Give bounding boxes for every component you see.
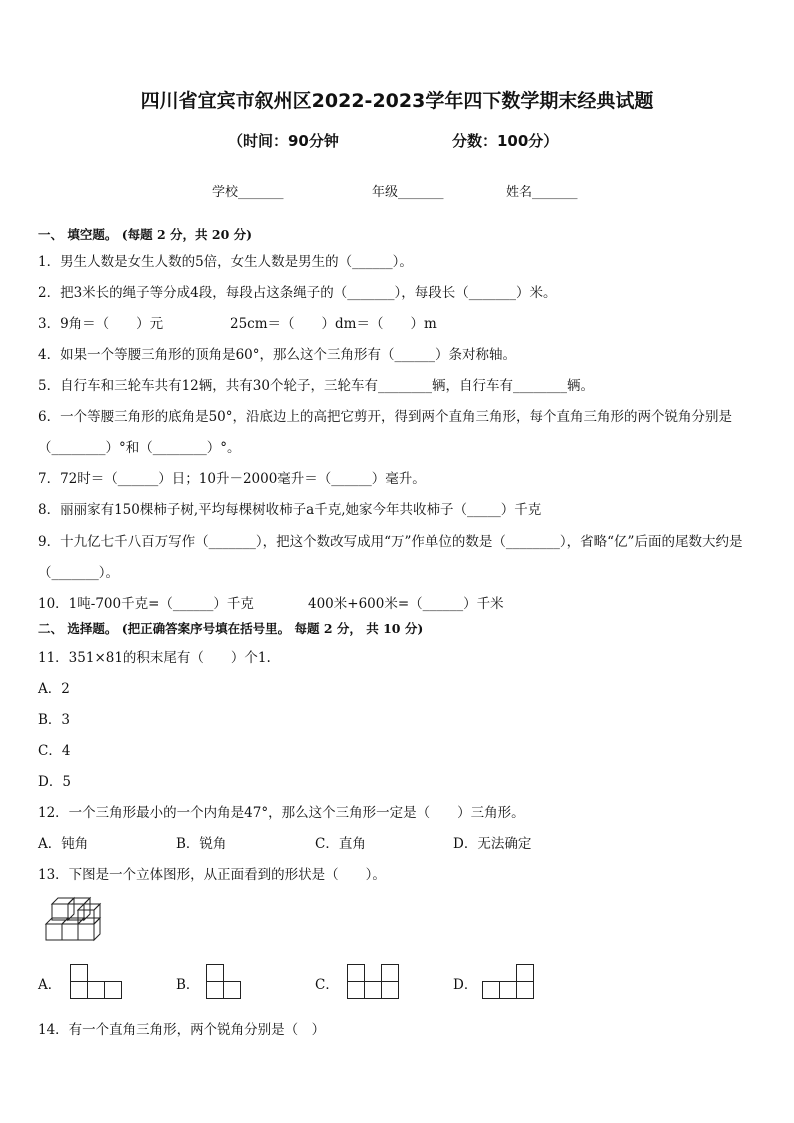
- question-9b: （_______）。: [38, 565, 119, 581]
- question-2: 2．把3米长的绳子等分成4段，每段占这条绳子的（_______），每段长（_______）米。: [38, 285, 557, 301]
- question-10b: 400米+600米=（______）千米: [308, 596, 504, 612]
- q11-option-b: B．3: [38, 712, 71, 728]
- q11-option-c: C．4: [38, 743, 71, 759]
- exam-score: 分数：100分）: [452, 132, 559, 150]
- page-title: 四川省宜宾市叙州区2022-2023学年四下数学期末经典试题: [140, 90, 654, 112]
- question-6a: 6．一个等腰三角形的底角是50°，沿底边上的高把它剪开，得到两个直角三角形，每个直角三角形的两个锐角分别是: [38, 409, 733, 425]
- cube-figure: [44, 896, 114, 946]
- q12-option-d: D．无法确定: [453, 836, 532, 852]
- question-7: 7．72时＝（______）日；10升－2000毫升＝（______）毫升。: [38, 471, 426, 487]
- q13-option-a-shape: [70, 964, 122, 1000]
- q13-option-a-label: A．: [38, 977, 62, 993]
- question-9a: 9．十九亿七千八百万写作（_______），把这个数改写成用“万”作单位的数是（________），省略“亿”后面的尾数大约是: [38, 534, 743, 550]
- q12-option-c: C．直角: [315, 836, 366, 852]
- question-13: 13．下图是一个立体图形，从正面看到的形状是（ ）。: [38, 867, 386, 883]
- question-8: 8．丽丽家有150棵柿子树,平均每棵树收柿子a千克,她家今年共收柿子（_____）千克: [38, 502, 542, 518]
- question-5: 5．自行车和三轮车共有12辆，共有30个轮子，三轮车有________辆，自行车有________辆。: [38, 378, 594, 394]
- section2-header: 二、 选择题。 (把正确答案序号填在括号里。 每题 2 分， 共 10 分): [38, 621, 424, 636]
- q11-option-a: A．2: [38, 681, 70, 697]
- exam-time: （时间：90分钟: [228, 132, 339, 150]
- q12-option-b: B．锐角: [176, 836, 227, 852]
- school-field: 学校_______: [212, 185, 284, 200]
- question-11: 11．351×81的积末尾有（ ）个1.: [38, 650, 271, 666]
- q11-option-d: D．5: [38, 774, 71, 790]
- q13-option-c-shape: [347, 964, 399, 1000]
- q13-option-b-shape: [206, 964, 242, 1000]
- q13-option-c-label: C．: [315, 977, 339, 993]
- question-14: 14．有一个直角三角形，两个锐角分别是（ ）: [38, 1022, 326, 1038]
- question-1: 1．男生人数是女生人数的5倍，女生人数是男生的（______）。: [38, 254, 413, 270]
- q13-option-b-label: B．: [176, 977, 200, 993]
- q13-option-d-shape: [482, 964, 534, 1000]
- grade-field: 年级_______: [372, 185, 444, 200]
- q12-option-a: A．钝角: [38, 836, 89, 852]
- question-10a: 10．1吨-700千克=（______）千克: [38, 596, 254, 612]
- question-3a: 3．9角＝（ ）元: [38, 316, 164, 332]
- section1-header: 一、 填空题。 (每题 2 分，共 20 分): [38, 227, 253, 242]
- question-12: 12．一个三角形最小的一个内角是47°，那么这个三角形一定是（ ）三角形。: [38, 805, 525, 821]
- name-field: 姓名_______: [506, 185, 578, 200]
- question-4: 4．如果一个等腰三角形的顶角是60°，那么这个三角形有（______）条对称轴。: [38, 347, 517, 363]
- question-6b: （________）°和（________）°。: [38, 440, 241, 456]
- q13-option-d-label: D．: [453, 977, 478, 993]
- question-3b: 25cm＝（ ）dm＝（ ）m: [230, 316, 437, 332]
